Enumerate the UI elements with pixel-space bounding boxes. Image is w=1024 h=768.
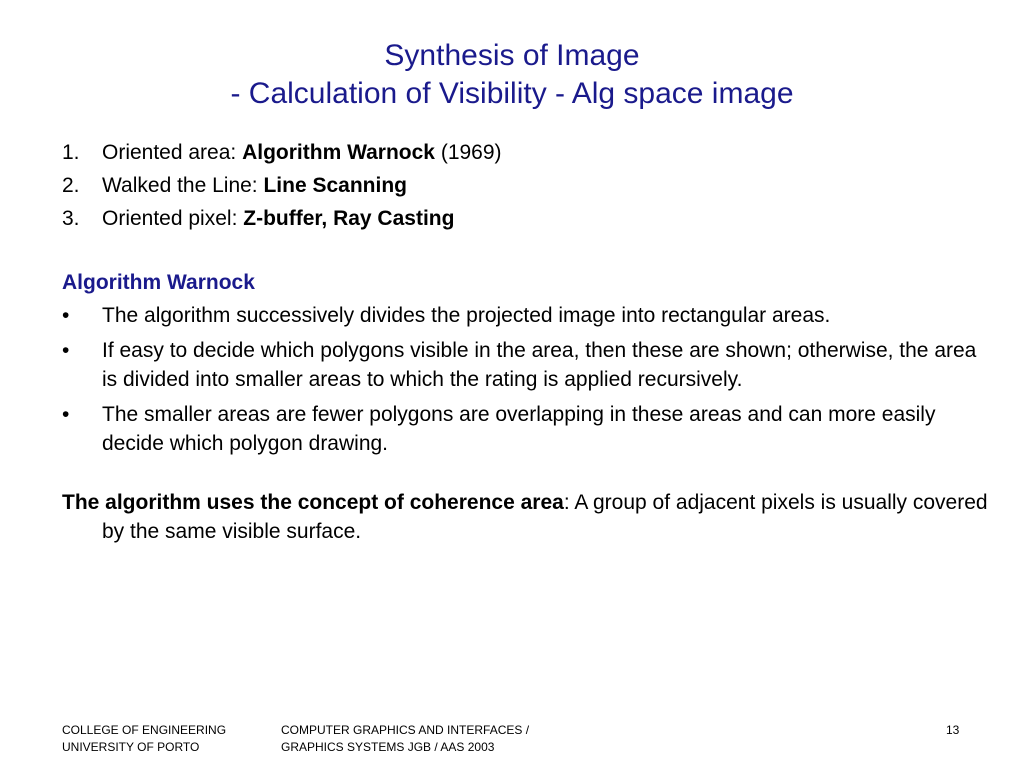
bullet-text: The smaller areas are fewer polygons are overlapping in these areas and can more easily decide which polygon drawing. <box>102 403 936 455</box>
bullet-marker: • <box>62 403 70 426</box>
numbered-item-3 <box>62 204 992 233</box>
bullet-item-2 <box>62 336 992 394</box>
footer-institution <box>62 722 226 756</box>
numbered-item-1 <box>62 138 992 167</box>
footer-course <box>281 722 529 756</box>
coherence-bold: The algorithm uses the concept of coherence area <box>62 491 564 514</box>
numbered-list <box>62 138 992 233</box>
slide-title-line-1: Synthesis of Image <box>384 39 640 72</box>
numbered-item-2 <box>62 171 992 200</box>
footer-institution-line-1: COLLEGE OF ENGINEERING <box>62 723 227 737</box>
slide-content <box>62 138 992 546</box>
footer-course-line-2: GRAPHICS SYSTEMS JGB / AAS 2003 <box>281 740 495 754</box>
numbered-item-bold: Z-buffer, Ray Casting <box>243 207 455 230</box>
footer-course-line-1: COMPUTER GRAPHICS AND INTERFACES / <box>281 723 530 737</box>
bullet-text: If easy to decide which polygons visible in the area, then these are shown; otherwise, the area is divided into smaller areas to which the rating is applied recursively. <box>102 339 977 391</box>
page-number: 13 <box>946 723 960 737</box>
coherence-paragraph <box>62 488 992 546</box>
numbered-item-text: Oriented pixel: <box>102 207 244 230</box>
numbered-item-text: Oriented area: <box>102 141 243 164</box>
bullet-marker: • <box>62 339 70 362</box>
numbered-marker: 2. <box>62 174 80 197</box>
coherence-text: : A group of adjacent pixels is usually covered by the same visible surface. <box>102 491 988 543</box>
footer-institution-line-2: UNIVERSITY OF PORTO <box>62 740 200 754</box>
slide-title <box>0 37 1024 113</box>
numbered-marker: 1. <box>62 141 80 164</box>
bullet-text: The algorithm successively divides the projected image into rectangular areas. <box>102 304 831 327</box>
section-heading: Algorithm Warnock <box>62 271 255 294</box>
slide-title-line-2: - Calculation of Visibility - Alg space image <box>230 77 794 110</box>
numbered-item-suffix: (1969) <box>435 141 502 164</box>
bullet-marker: • <box>62 304 70 327</box>
numbered-marker: 3. <box>62 207 80 230</box>
numbered-item-bold: Line Scanning <box>263 174 407 197</box>
numbered-item-bold: Algorithm Warnock <box>242 141 435 164</box>
bullet-list <box>62 301 992 458</box>
bullet-item-3 <box>62 400 992 458</box>
bullet-item-1 <box>62 301 992 330</box>
numbered-item-text: Walked the Line: <box>102 174 264 197</box>
